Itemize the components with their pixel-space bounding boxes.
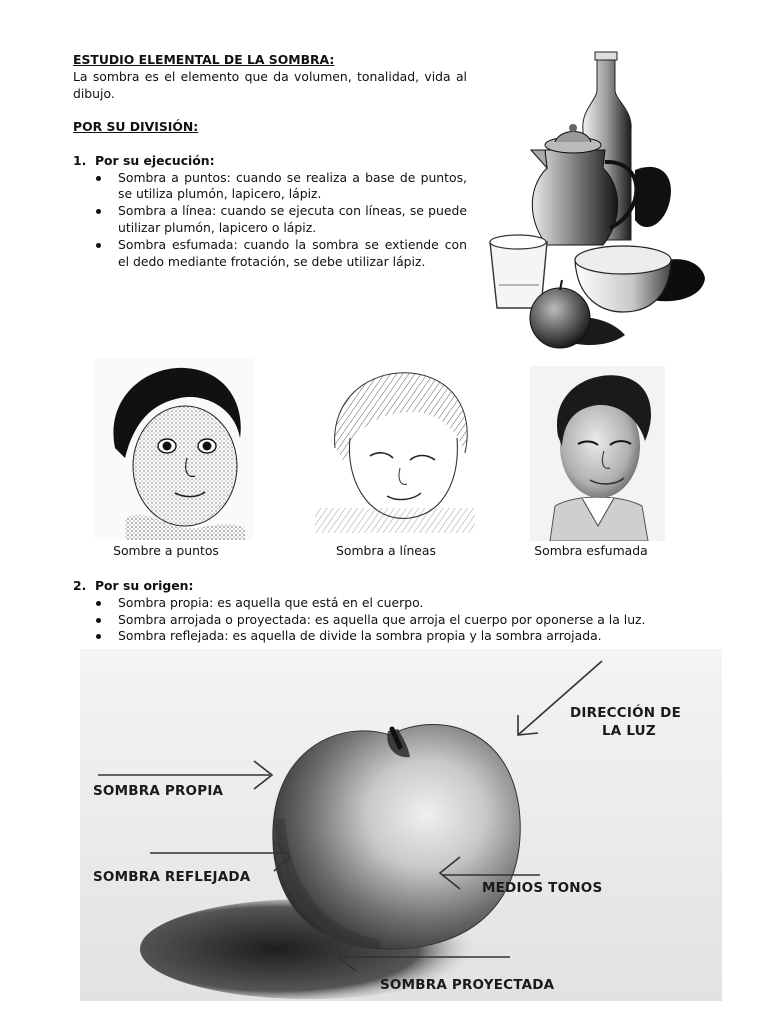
label-sombra-reflejada: SOMBRA REFLEJADA — [93, 869, 251, 885]
label-medios-tonos: MEDIOS TONOS — [482, 880, 603, 896]
list-item: Sombra propia: es aquella que está en el cuerpo. — [118, 595, 713, 612]
list-item: Sombra a puntos: cuando se realiza a base de puntos, se utiliza plumón, lapicero, lápiz. — [118, 169, 467, 202]
portrait-lines — [315, 368, 475, 533]
list-item: Sombra reflejada: es aquella de divide la sombra propia y la sombra arrojada. — [118, 628, 713, 645]
label-direccion-line1: DIRECCIÓN DE — [570, 705, 681, 721]
portrait-dots — [95, 358, 253, 540]
list-item: Sombra a línea: cuando se ejecuta con líneas, se puede utilizar plumón, lapicero o lápiz. — [118, 203, 467, 235]
origen-list — [73, 595, 713, 645]
caption-lineas: Sombra a líneas — [336, 543, 436, 558]
ejecucion-list — [73, 170, 467, 271]
still-life-illustration — [485, 50, 710, 355]
label-direccion-line2: LA LUZ — [602, 723, 656, 739]
ejecucion-heading: 1. Por su ejecución: — [73, 152, 215, 168]
label-sombra-propia: SOMBRA PROPIA — [93, 783, 224, 799]
portrait-blended — [530, 366, 665, 541]
caption-esfumada: Sombra esfumada — [534, 543, 648, 558]
label-sombra-proyectada: SOMBRA PROYECTADA — [380, 977, 555, 993]
apple-shading-diagram — [80, 649, 722, 1001]
list-item: Sombra arrojada o proyectada: es aquella que arroja el cuerpo por oponerse a la luz. — [118, 612, 713, 629]
division-heading: POR SU DIVISIÓN: — [73, 119, 199, 135]
page-title: ESTUDIO ELEMENTAL DE LA SOMBRA: — [73, 52, 335, 67]
origen-heading: 2. Por su origen: — [73, 578, 194, 593]
intro-section — [73, 52, 467, 270]
intro-paragraph: La sombra es el elemento que da volumen, tonalidad, vida al dibujo. — [73, 68, 467, 101]
caption-puntos: Sombre a puntos — [113, 543, 219, 558]
list-item: Sombra esfumada: cuando la sombra se extiende con el dedo mediante frotación, se debe utilizar lápiz. — [118, 236, 467, 269]
origen-section — [73, 578, 713, 645]
